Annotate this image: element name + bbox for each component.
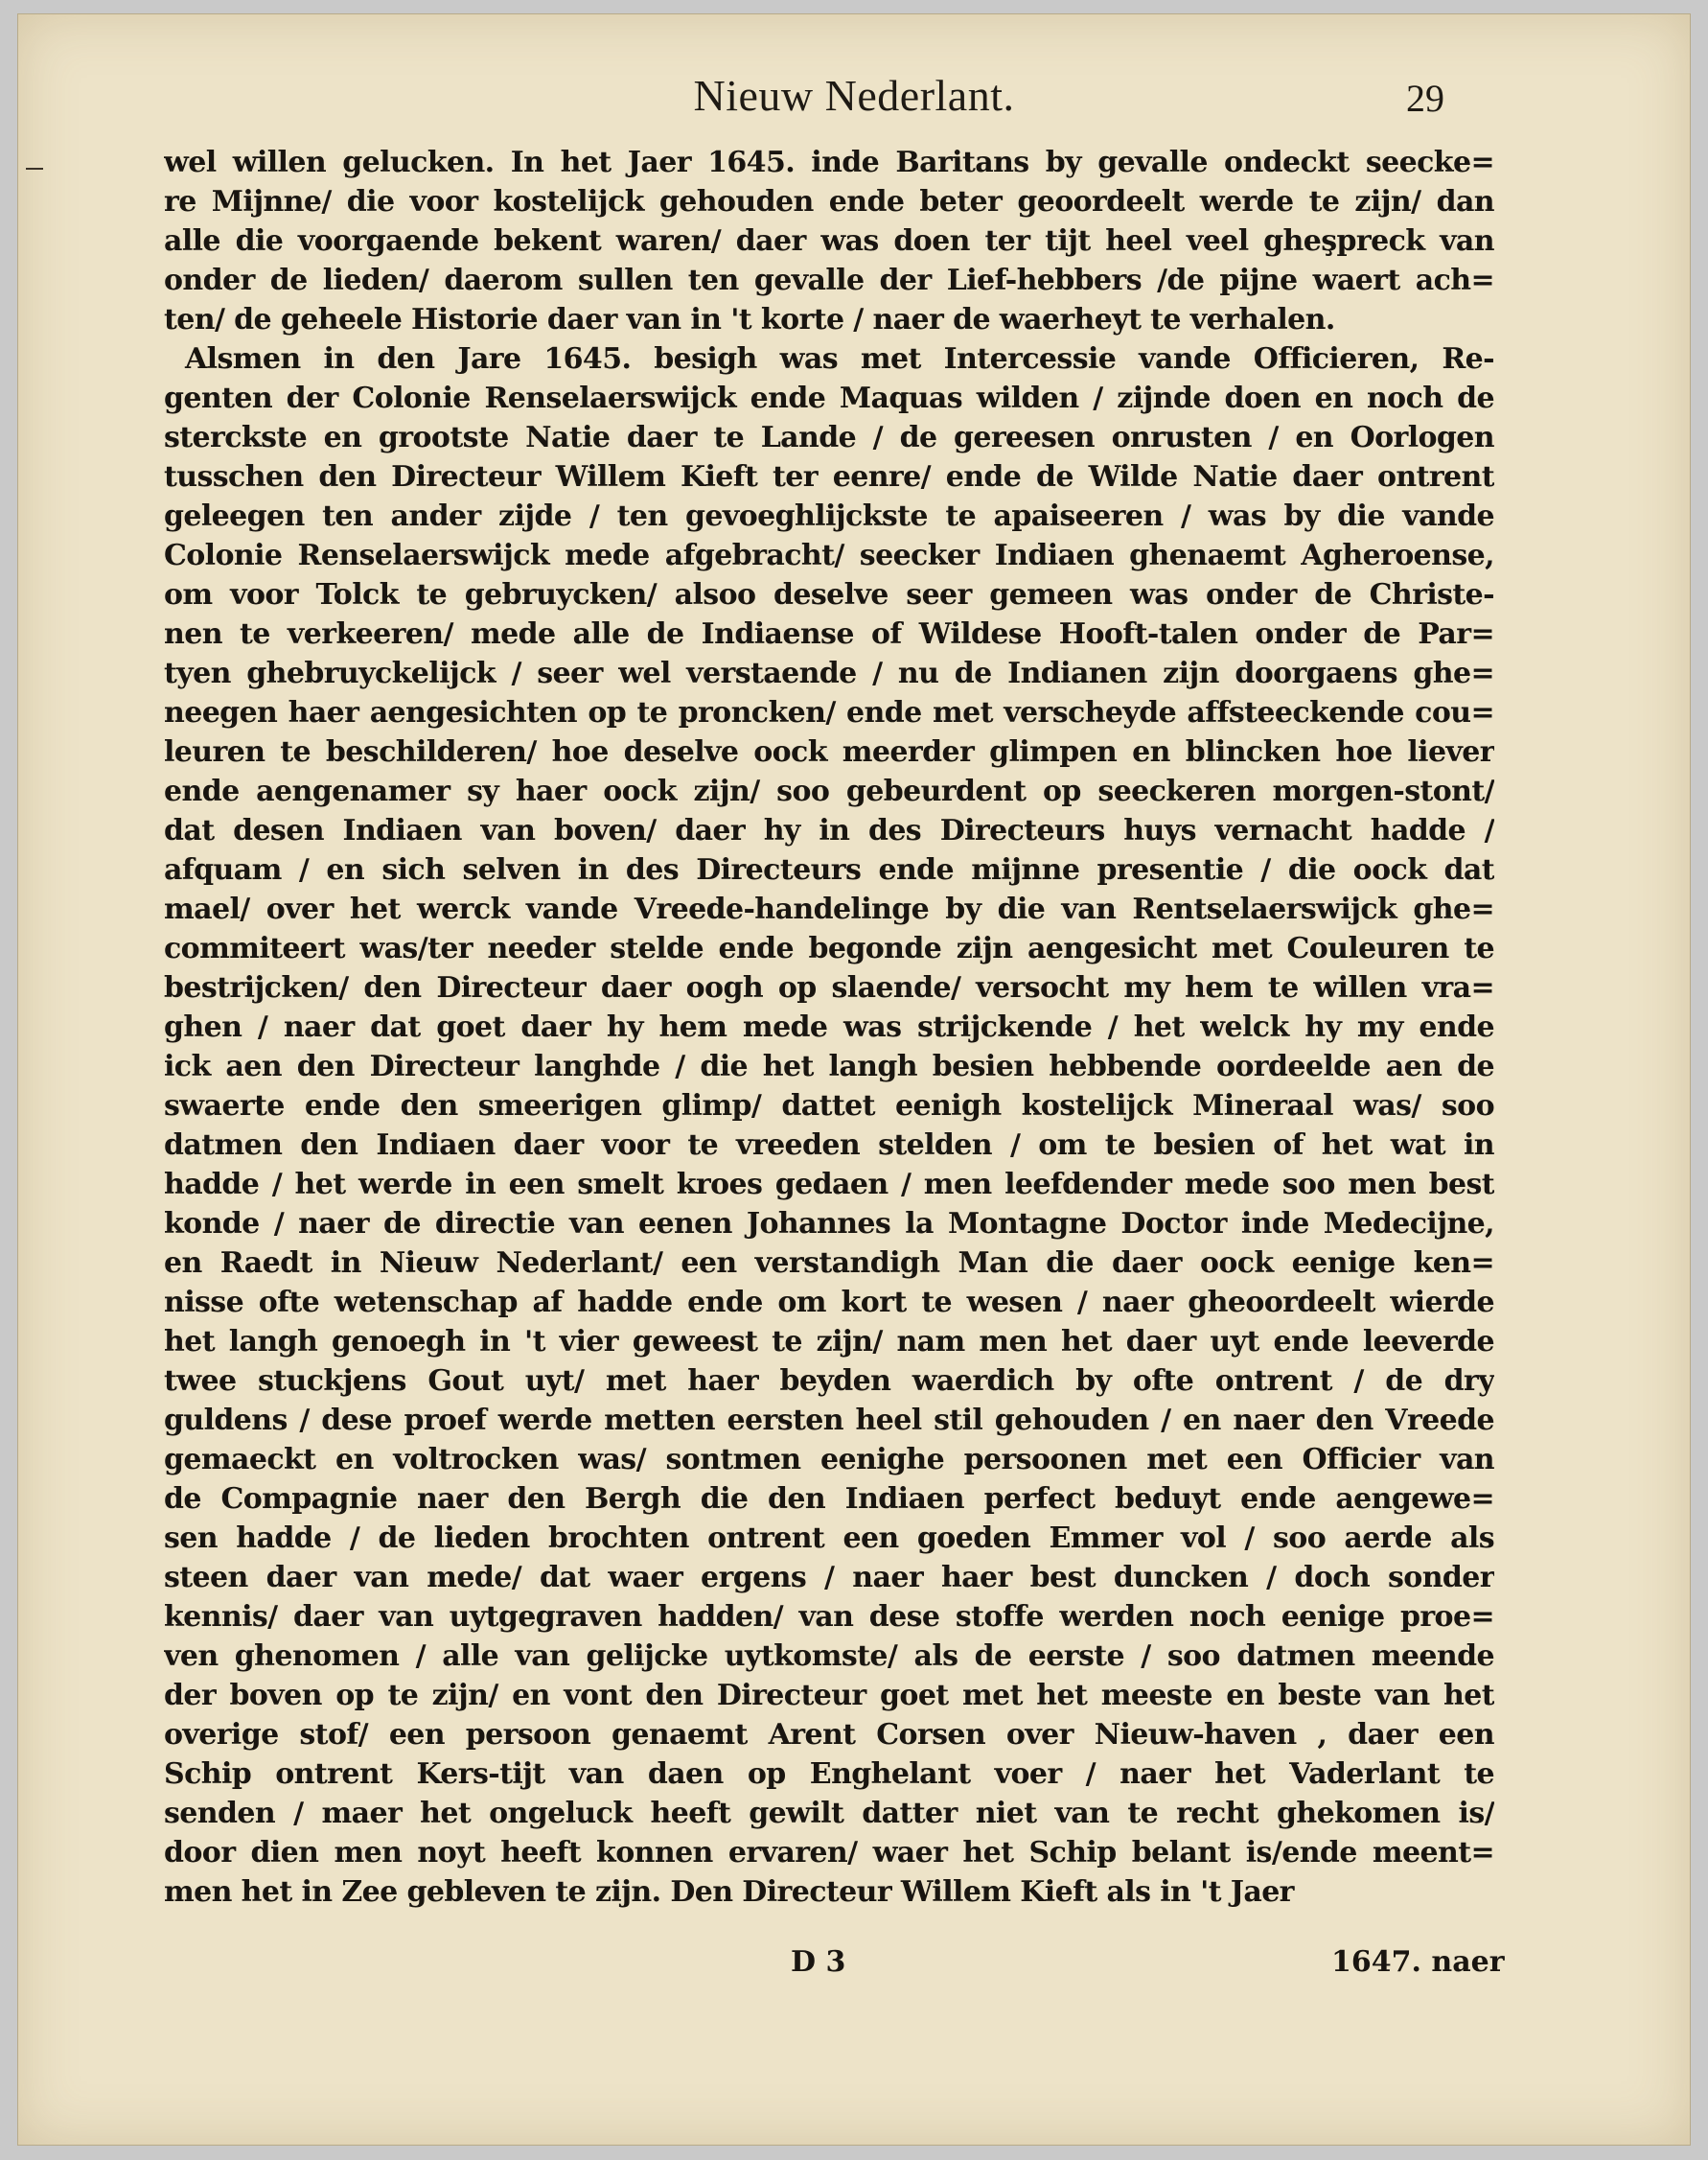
signature-mark: D 3 xyxy=(791,1945,846,1979)
text-line: ten/ de geheele Historie daer van in 't korte / naer de waerheyt te verhalen. xyxy=(164,303,1335,337)
text-line: sen hadde / de lieden brochten ontrent een goeden Emmer vol / soo aerde als xyxy=(164,1521,1494,1555)
text-line: nen te verkeeren/ mede alle de Indiaense of Wildese Hooft-talen onder de Par= xyxy=(164,617,1494,651)
text-line: geleegen ten ander zijde / ten gevoeghlijckste te apaiseeren / was by die vande xyxy=(164,499,1494,533)
catchword: 1647. naer xyxy=(1331,1945,1505,1979)
text-line: commiteert was/ter needer stelde ende begonde zijn aengesicht met Couleuren te xyxy=(164,932,1494,965)
text-line: door dien men noyt heeft konnen ervaren/ waer het Schip belant is/ende meent= xyxy=(164,1836,1494,1870)
margin-mark xyxy=(26,168,43,170)
page-header xyxy=(18,70,1690,128)
text-line: afquam / en sich selven in des Directeurs ende mijnne presentie / die oock dat xyxy=(164,853,1494,887)
text-line: gemaeckt en voltrocken was/ sontmen eenighe persoonen met een Officier van xyxy=(164,1443,1494,1476)
text-line: alle die voorgaende bekent waren/ daer was doen ter tijt heel veel gheşpreck van xyxy=(164,224,1494,258)
text-line: om voor Tolck te gebruycken/ alsoo deselve seer gemeen was onder de Christe- xyxy=(164,578,1494,612)
text-line: Alsmen in den Jare 1645. besigh was met Intercessie vande Officieren, Re- xyxy=(185,342,1494,376)
text-line: en Raedt in Nieuw Nederlant/ een verstandigh Man die daer oock eenige ken= xyxy=(164,1246,1494,1280)
page-number: 29 xyxy=(1406,77,1444,120)
text-line: sterckste en grootste Natie daer te Lande / de gereesen onrusten / en Oorlogen xyxy=(164,421,1494,454)
text-line: neegen haer aengesichten op te proncken/ ende met verscheyde affsteeckende cou= xyxy=(164,696,1494,730)
text-line: der boven op te zijn/ en vont den Directeur goet met het meeste en beste van het xyxy=(164,1679,1494,1712)
text-line: senden / maer het ongeluck heeft gewilt datter niet van te recht ghekomen is/ xyxy=(164,1797,1494,1830)
text-line: datmen den Indiaen daer voor te vreeden stelden / om te besien of het wat in xyxy=(164,1128,1494,1162)
text-line: hadde / het werde in een smelt kroes gedaen / men leefdender mede soo men best xyxy=(164,1168,1494,1201)
text-line: bestrijcken/ den Directeur daer oogh op slaende/ versocht my hem te willen vra= xyxy=(164,971,1494,1005)
text-line: genten der Colonie Renselaerswijck ende Maquas wilden / zijnde doen en noch de xyxy=(164,382,1494,415)
text-line: de Compagnie naer den Bergh die den Indiaen perfect beduyt ende aengewe= xyxy=(164,1482,1494,1516)
text-line: Colonie Renselaerswijck mede afgebracht/ seecker Indiaen ghenaemt Agheroense, xyxy=(164,539,1494,572)
text-line: wel willen gelucken. In het Jaer 1645. inde Baritans by gevalle ondeckt seecke= xyxy=(164,146,1494,179)
body-text xyxy=(164,143,1494,1912)
text-line: Schip ontrent Kers-tijt van daen op Enghelant voer / naer het Vaderlant te xyxy=(164,1757,1494,1791)
text-line: tusschen den Directeur Willem Kieft ter eenre/ ende de Wilde Natie daer ontrent xyxy=(164,460,1494,494)
text-line: onder de lieden/ daerom sullen ten gevalle der Lief-hebbers /de pijne waert ach= xyxy=(164,264,1494,297)
text-line: overige stof/ een persoon genaemt Arent Corsen over Nieuw-haven , daer een xyxy=(164,1718,1494,1752)
text-line: steen daer van mede/ dat waer ergens / naer haer best duncken / doch sonder xyxy=(164,1561,1494,1594)
text-line: ghen / naer dat goet daer hy hem mede was strijckende / het welck hy my ende xyxy=(164,1010,1494,1044)
text-line: swaerte ende den smeerigen glimp/ dattet eenigh kostelijck Mineraal was/ soo xyxy=(164,1089,1494,1123)
text-line: ick aen den Directeur langhde / die het langh besien hebbende oordeelde aen de xyxy=(164,1050,1494,1083)
text-line: leuren te beschilderen/ hoe deselve oock meerder glimpen en blincken hoe liever xyxy=(164,735,1494,769)
text-line: nisse ofte wetenschap af hadde ende om kort te wesen / naer gheoordeelt wierde xyxy=(164,1286,1494,1319)
text-line: ende aengenamer sy haer oock zijn/ soo gebeurdent op seeckeren morgen-stont/ xyxy=(164,775,1494,808)
text-line: men het in Zee gebleven te zijn. Den Directeur Willem Kieft als in 't Jaer xyxy=(164,1875,1294,1909)
running-head: Nieuw Nederlant. xyxy=(693,71,1015,120)
book-page xyxy=(17,13,1691,2146)
text-line: guldens / dese proef werde metten eersten heel stil gehouden / en naer den Vreede xyxy=(164,1404,1494,1437)
text-line: mael/ over het werck vande Vreede-handelinge by die van Rentselaerswijck ghe= xyxy=(164,893,1494,926)
text-line: ven ghenomen / alle van gelijcke uytkomste/ als de eerste / soo datmen meende xyxy=(164,1639,1494,1673)
text-line: dat desen Indiaen van boven/ daer hy in des Directeurs huys vernacht hadde / xyxy=(164,814,1494,848)
text-line: het langh genoegh in 't vier geweest te zijn/ nam men het daer uyt ende leeverde xyxy=(164,1325,1494,1359)
text-line: kennis/ daer van uytgegraven hadden/ van dese stoffe werden noch eenige proe= xyxy=(164,1600,1494,1634)
text-line: tyen ghebruyckelijck / seer wel verstaende / nu de Indianen zijn doorgaens ghe= xyxy=(164,657,1494,690)
text-line: konde / naer de directie van eenen Johannes la Montagne Doctor inde Medecijne, xyxy=(164,1207,1494,1241)
text-line: re Mijnne/ die voor kostelijck gehouden ende beter geoordeelt werde te zijn/ dan xyxy=(164,185,1494,219)
text-line: twee stuckjens Gout uyt/ met haer beyden waerdich by ofte ontrent / de dry xyxy=(164,1364,1494,1398)
